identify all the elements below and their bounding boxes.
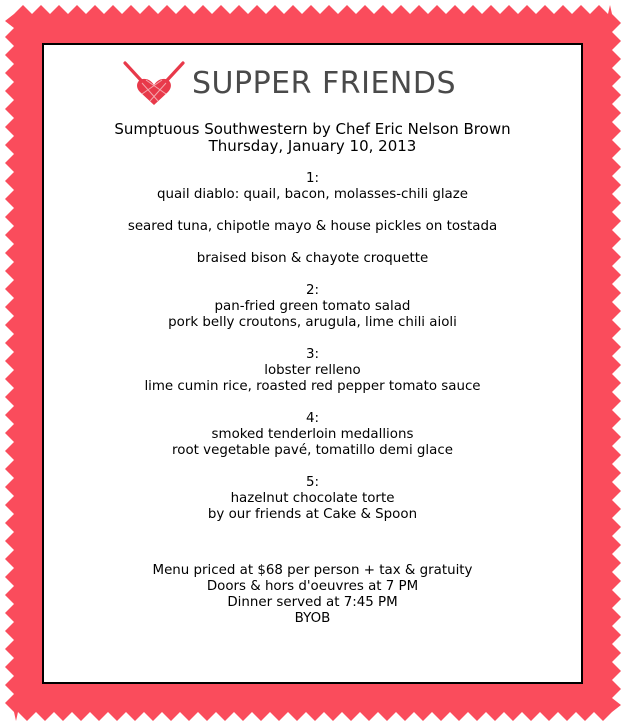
course-3 <box>44 347 581 395</box>
course-number: 1: <box>305 171 320 186</box>
dish-line: by our friends at Cake & Spoon <box>207 507 418 522</box>
course-1 <box>44 171 581 203</box>
dish-line: lobster relleno <box>264 363 361 378</box>
logo-text: SUPPER FRIENDS <box>192 65 457 101</box>
dinner-line: Dinner served at 7:45 PM <box>227 595 398 610</box>
heart-chopsticks-icon <box>122 59 186 107</box>
logo <box>122 59 456 107</box>
course-1b <box>44 219 581 235</box>
course-number: 3: <box>305 347 320 362</box>
course-number: 4: <box>305 411 320 426</box>
event-date: Thursday, January 10, 2013 <box>208 137 417 155</box>
course-5 <box>44 475 581 523</box>
dish-line: lime cumin rice, roasted red pepper tomato sauce <box>144 379 481 394</box>
doors-line: Doors & hors d'oeuvres at 7 PM <box>206 579 419 594</box>
menu-content <box>44 121 581 627</box>
dish-line: pork belly croutons, arugula, lime chili aioli <box>168 315 457 330</box>
dish-line: quail diablo: quail, bacon, molasses-chili glaze <box>156 187 469 202</box>
course-number: 5: <box>305 475 320 490</box>
course-4 <box>44 411 581 459</box>
menu-card <box>42 43 583 684</box>
event-details <box>44 563 581 627</box>
dish-line: braised bison & chayote croquette <box>196 251 429 266</box>
byob-line: BYOB <box>294 611 331 626</box>
course-number: 2: <box>305 283 320 298</box>
event-title: Sumptuous Southwestern by Chef Eric Nelson Brown <box>114 120 511 138</box>
price-line: Menu priced at $68 per person + tax & gratuity <box>152 563 473 578</box>
dish-line: hazelnut chocolate torte <box>230 491 395 506</box>
dish-line: seared tuna, chipotle mayo & house pickles on tostada <box>127 219 498 234</box>
course-2 <box>44 283 581 331</box>
dish-line: root vegetable pavé, tomatillo demi glace <box>172 443 453 458</box>
dish-line: pan-fried green tomato salad <box>214 299 411 314</box>
course-1c <box>44 251 581 267</box>
dish-line: smoked tenderloin medallions <box>211 427 414 442</box>
